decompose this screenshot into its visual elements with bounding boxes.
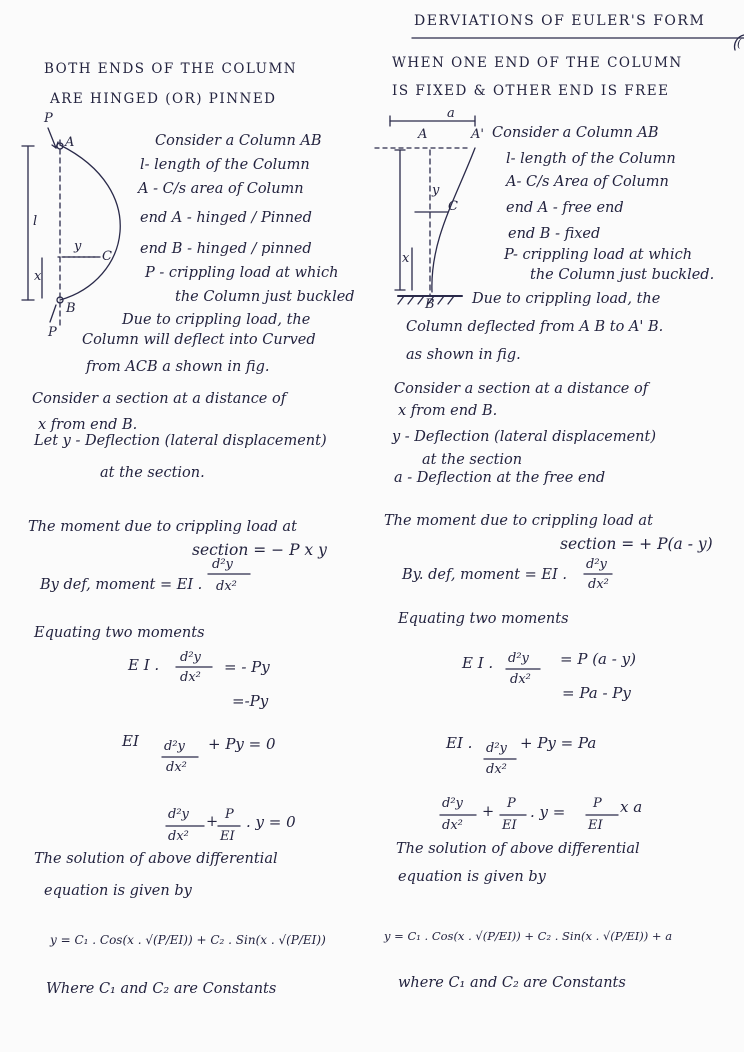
right-where: where C₁ and C₂ are Constants (398, 975, 626, 991)
left-eq3-plus: + (206, 814, 219, 830)
left-eq3-rhs: . y = 0 (246, 813, 296, 831)
left-section-1: x from end B. (38, 417, 138, 433)
right-bydef-num: d²y (586, 557, 607, 572)
fig-label-x: x (34, 269, 42, 284)
right-eq3-den: dx² (442, 818, 463, 833)
right-general-solution: y = C₁ . Cos(x . √(P/EI)) + C₂ . Sin(x . √(P/EI)) + a (384, 929, 673, 943)
right-section-1: x from end B. (398, 403, 498, 419)
left-bydef-num: d²y (212, 557, 233, 572)
right-section-0: Consider a section at a distance of (394, 381, 649, 397)
fig-label-B-right: B (425, 297, 435, 312)
left-eq1-rhs: = - Py (224, 658, 270, 676)
right-eq3-num: d²y (442, 796, 463, 811)
right-eq3-plus: + (482, 804, 495, 820)
load-arrow-bottom (50, 305, 56, 322)
right-eq3-EIden: EI (588, 818, 603, 833)
fig-label-A-prime: A' (471, 127, 484, 142)
right-list-4: end B - fixed (508, 226, 601, 242)
right-list-9: as shown in fig. (406, 347, 521, 363)
left-list-7: Due to crippling load, the (122, 312, 311, 328)
left-eq2-den: dx² (166, 760, 187, 775)
right-bydef: By. def, moment = EI . (402, 567, 567, 583)
left-list-3: end A - hinged / Pinned (140, 210, 312, 226)
left-section-2: Let y - Deflection (lateral displacement) (34, 433, 327, 449)
fig-label-A: A (65, 135, 75, 150)
right-eq2-num: d²y (486, 741, 507, 756)
left-equating: Equating two moments (34, 625, 205, 641)
left-list-5: P - crippling load at which (145, 265, 339, 281)
fig-label-y: y (74, 239, 82, 254)
left-list-4: end B - hinged / pinned (140, 241, 312, 257)
left-heading-1: BOTH ENDS OF THE COLUMN (44, 61, 298, 77)
deflected-column (432, 148, 475, 292)
left-eq1-den: dx² (180, 670, 201, 685)
fig-label-C: C (102, 249, 112, 264)
right-bydef-den: dx² (588, 577, 609, 592)
right-list-1: l- length of the Column (506, 151, 676, 167)
page-number: ( (737, 37, 742, 50)
right-list-5: P- crippling load at which (504, 247, 693, 263)
right-list-2: A- C/s Area of Column (506, 174, 669, 190)
left-bydef-den: dx² (216, 579, 237, 594)
left-general-solution: y = C₁ . Cos(x . √(P/EI)) + C₂ . Sin(x . √(P/EI)) (50, 933, 326, 947)
left-section-0: Consider a section at a distance of (32, 391, 287, 407)
left-moment-2: section = − P x y (192, 541, 327, 559)
right-eq1-lhs: E I . (462, 654, 494, 672)
left-eq3-P: P (225, 807, 234, 822)
left-section-3: at the section. (100, 465, 205, 481)
right-section-3: at the section (422, 452, 523, 468)
right-equating: Equating two moments (398, 611, 569, 627)
right-list-0: Consider a Column AB (492, 125, 659, 141)
right-eq2-rhs: + Py = Pa (520, 734, 597, 752)
right-eq3-rhs: x a (620, 798, 643, 816)
fig-label-B: B (66, 301, 76, 316)
left-eq1-lhs: E I . (128, 656, 160, 674)
left-list-0: Consider a Column AB (155, 133, 322, 149)
fig-label-x-right: x (402, 251, 410, 266)
right-eq3-Pnum: P (593, 796, 602, 811)
fig-label-C-right: C (448, 199, 458, 214)
left-solution-1: The solution of above differential (34, 851, 278, 867)
left-eq1-num: d²y (180, 650, 201, 665)
right-eq2-den: dx² (486, 762, 507, 777)
left-list-2: A - C/s area of Column (138, 181, 304, 197)
page-header: DERVIATIONS OF EULER'S FORM (414, 13, 706, 29)
right-eq3-EI: EI (502, 818, 517, 833)
right-eq2-lhs: EI . (446, 734, 473, 752)
right-eq3-y: . y = (530, 803, 566, 821)
right-list-8: Column deflected from A B to A' B. (406, 319, 664, 335)
right-list-3: end A - free end (506, 200, 624, 216)
right-eq1-num: d²y (508, 651, 529, 666)
fig-label-P-top: P (44, 111, 53, 126)
fig-label-a: a (447, 106, 455, 121)
right-list-6: the Column just buckled. (530, 267, 715, 283)
left-heading-2: ARE HINGED (OR) PINNED (50, 91, 277, 107)
fig-label-y-right: y (432, 183, 440, 198)
left-eq2-rhs: + Py = 0 (208, 735, 276, 753)
left-list-8: Column will deflect into Curved (82, 332, 316, 348)
right-eq1-den: dx² (510, 672, 531, 687)
left-eq1b: =-Py (232, 692, 269, 710)
right-solution-2: equation is given by (398, 869, 546, 885)
right-list-7: Due to crippling load, the (472, 291, 661, 307)
left-eq2-lhs: EI (122, 732, 139, 750)
fig-label-P-bottom: P (48, 325, 57, 340)
left-where: Where C₁ and C₂ are Constants (46, 981, 277, 997)
right-eq1b: = Pa - Py (562, 684, 631, 702)
right-moment-1: The moment due to crippling load at (384, 513, 653, 529)
right-eq1-rhs: = P (a - y) (560, 650, 636, 668)
left-list-1: l- length of the Column (140, 157, 310, 173)
right-heading-1: WHEN ONE END OF THE COLUMN (392, 55, 683, 71)
fig-label-A-right: A (418, 127, 428, 142)
left-solution-2: equation is given by (44, 883, 192, 899)
right-section-4: a - Deflection at the free end (394, 470, 606, 486)
right-section-2: y - Deflection (lateral displacement) (392, 429, 656, 445)
left-eq3-den: dx² (168, 829, 189, 844)
left-bydef: By def, moment = EI . (40, 577, 203, 593)
right-moment-2: section = + P(a - y) (560, 535, 713, 553)
left-list-6: the Column just buckled (175, 289, 355, 305)
deflected-curve (60, 145, 120, 300)
left-eq3-num: d²y (168, 807, 189, 822)
fig-label-l: l (33, 214, 38, 229)
right-heading-2: IS FIXED & OTHER END IS FREE (392, 83, 670, 99)
right-eq3-P: P (507, 796, 516, 811)
left-eq3-EI: EI (220, 829, 235, 844)
left-moment-1: The moment due to crippling load at (28, 519, 297, 535)
left-eq2-num: d²y (164, 739, 185, 754)
left-list-9: from ACB a shown in fig. (86, 359, 270, 375)
right-solution-1: The solution of above differential (396, 841, 640, 857)
